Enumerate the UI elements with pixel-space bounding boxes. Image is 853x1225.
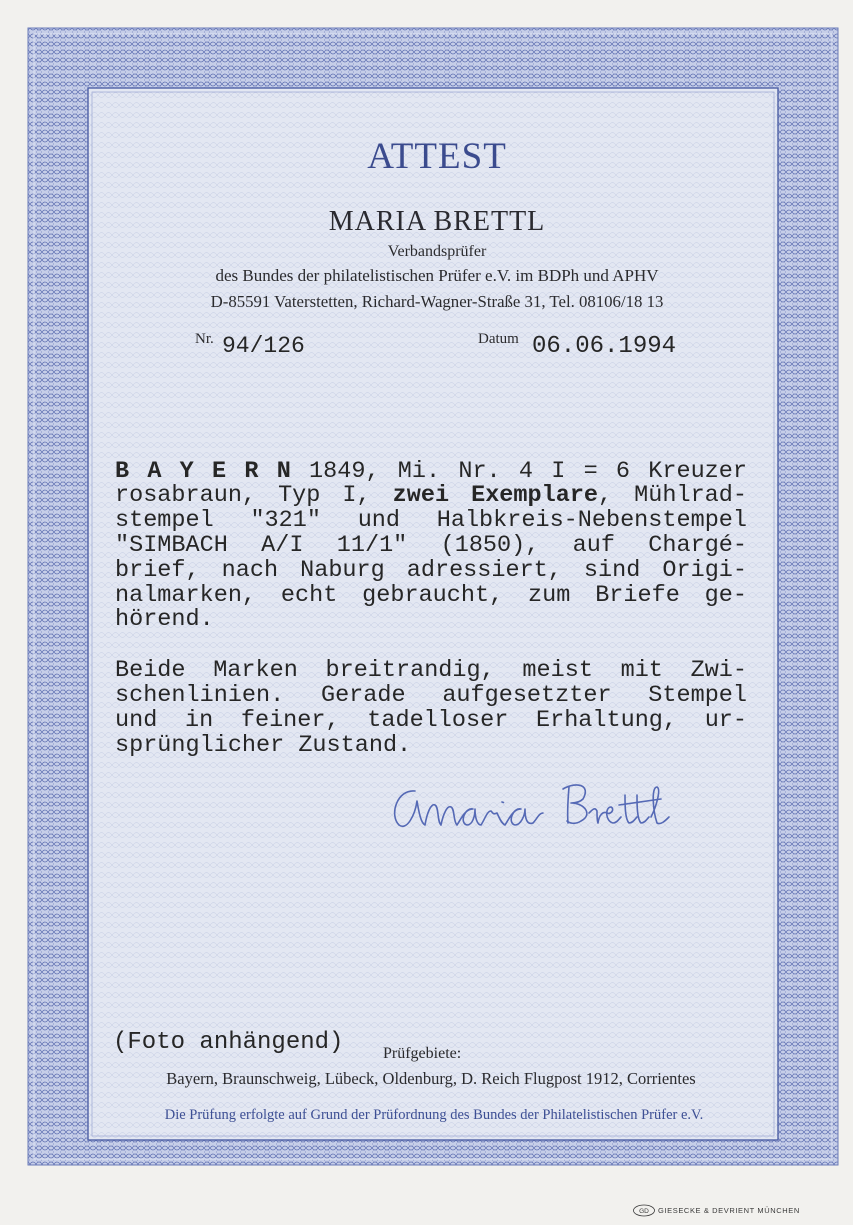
description-text: "SIMBACH A/I 11/1" (1850), auf Chargé-: [115, 531, 747, 559]
specimen-count: zwei Exemplare: [392, 482, 599, 510]
examiner-association: des Bundes der philatelistischen Prüfer e.V. im BDPh und APHV: [215, 266, 659, 285]
condition-paragraph: [115, 658, 747, 758]
description-text: nalmarken, echt gebraucht, zum Briefe ge-: [115, 581, 747, 609]
printer-logo-mark: GD: [639, 1208, 649, 1215]
printer-imprint: GIESECKE & DEVRIENT MÜNCHEN: [658, 1206, 800, 1215]
condition-line: schenlinien. Gerade aufgesetzter Stempel: [115, 681, 747, 709]
description-line: [115, 457, 747, 485]
examiner-address: D-85591 Vaterstetten, Richard-Wagner-Straße 31, Tel. 08106/18 13: [210, 292, 664, 311]
exam-areas-list: Bayern, Braunschweig, Lübeck, Oldenburg, D. Reich Flugpost 1912, Corrientes: [166, 1069, 696, 1088]
certificate-date: 06.06.1994: [532, 333, 677, 360]
certificate-number: 94/126: [222, 333, 305, 359]
description-line: [115, 531, 747, 559]
signature: [385, 775, 685, 840]
condition-line: und in feiner, tadelloser Erhaltung, ur-: [115, 706, 747, 734]
description-line: [115, 581, 747, 609]
description-paragraph: [115, 457, 747, 634]
description-text: stempel "321" und Halbkreis-Nebenstempel: [115, 507, 747, 535]
description-line: [115, 556, 747, 584]
country-name: B A Y E R N: [115, 457, 291, 485]
printer-logo: [632, 1204, 656, 1217]
description-text: 1849, Mi. Nr. 4 I = 6 Kreuzer: [290, 457, 747, 485]
condition-line: Beide Marken breitrandig, meist mit Zwi-: [115, 656, 747, 684]
exam-areas-label: Prüfgebiete:: [383, 1045, 462, 1062]
description-text: rosabraun, Typ I,: [115, 482, 393, 510]
examiner-role: Verbandsprüfer: [387, 243, 487, 260]
condition-line: sprünglicher Zustand.: [115, 731, 412, 759]
description-text: hörend.: [115, 606, 214, 634]
examiner-name: MARIA BRETTL: [328, 206, 546, 237]
description-line: [115, 509, 747, 534]
photo-note: (Foto anhängend): [113, 1029, 344, 1056]
description-line: [115, 484, 747, 509]
certificate-title: ATTEST: [367, 136, 507, 177]
description-line: [115, 608, 747, 633]
description-text: , Mühlrad-: [598, 482, 747, 510]
description-text: brief, nach Naburg adressiert, sind Origi-: [115, 556, 747, 584]
number-label: Nr.: [195, 331, 214, 347]
footer-note: Die Prüfung erfolgte auf Grund der Prüfordnung des Bundes der Philatelistischen Prüfer e.V.: [164, 1107, 704, 1123]
date-label: Datum: [478, 331, 519, 347]
